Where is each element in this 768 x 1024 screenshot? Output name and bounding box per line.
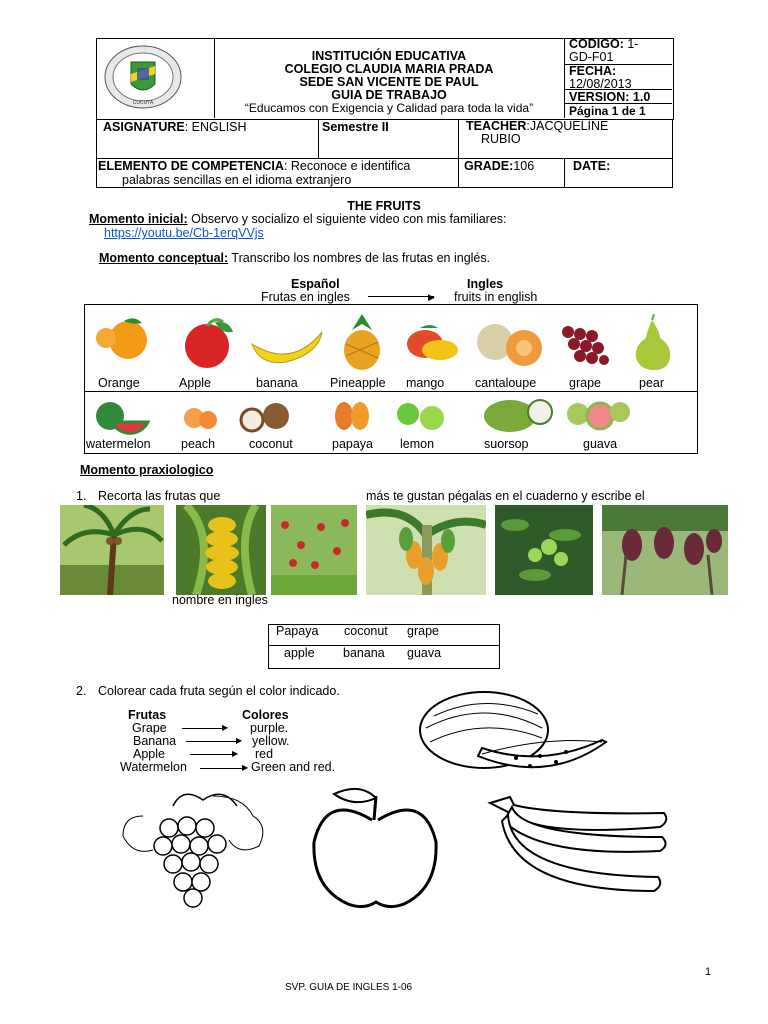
fruit-label-pineapple: Pineapple — [330, 376, 386, 390]
lemon-tree-photo — [495, 505, 593, 595]
coconut-tree-photo — [60, 505, 164, 595]
date-label: DATE: — [573, 159, 611, 173]
apple-drawing — [306, 784, 446, 914]
arrow-line — [368, 296, 434, 297]
task1-text-c: nombre en ingles — [172, 593, 268, 607]
motto: “Educamos con Exigencia y Calidad para toda la vida” — [244, 101, 534, 115]
orange-image — [96, 318, 147, 359]
pear-image — [636, 314, 671, 370]
grade: GRADE:106 — [464, 159, 535, 173]
momento-inicial: Momento inicial: Observo y socializo el siguiente video con mis familiares: — [89, 212, 507, 226]
task2-number: 2. — [76, 684, 87, 698]
apple-image — [185, 320, 233, 368]
momento-conceptual: Momento conceptual: Transcribo los nombres de las frutas en inglés. — [99, 251, 491, 265]
cantaloupe-image — [477, 324, 542, 366]
color-fruit-grape: Grape — [132, 721, 167, 735]
elemento-competencia: ELEMENTO DE COMPETENCIA: Reconoce e identifica palabras sencillas en el idioma extranjero — [98, 159, 411, 187]
svg-text:CUCUTA: CUCUTA — [132, 100, 154, 106]
color-fruit-watermelon: Watermelon — [120, 760, 187, 774]
answer-cell: grape — [407, 624, 439, 638]
watermelon-image — [96, 402, 148, 433]
semestre: Semestre II — [322, 120, 389, 134]
codigo-value-2: GD-F01 — [569, 50, 614, 64]
page-title: THE FRUITS — [347, 199, 421, 213]
video-link[interactable]: https://youtu.be/Cb-1erqVVjs — [104, 226, 264, 240]
codigo-label: CODIGO: — [569, 37, 624, 51]
answer-cell: apple — [284, 646, 315, 660]
fruit-label-pear: pear — [639, 376, 665, 390]
school-logo — [103, 44, 183, 110]
color-table-head-color: Colores — [242, 708, 289, 722]
grape-image — [562, 326, 609, 365]
papaya-image — [335, 402, 369, 430]
answer-cell: guava — [407, 646, 442, 660]
answer-cell: banana — [343, 646, 385, 660]
task2-text: Colorear cada fruta según el color indicado. — [98, 684, 340, 698]
color-fruit-banana: Banana — [133, 734, 177, 748]
guava-image — [567, 402, 630, 429]
banana-image — [252, 332, 322, 363]
soursop-image — [484, 400, 552, 432]
mango-image — [407, 325, 458, 360]
fruit-label-lemon: lemon — [400, 437, 435, 451]
pagina: Página 1 de 1 — [569, 104, 646, 118]
fecha-label: FECHA: — [569, 64, 617, 78]
coconut-image — [241, 403, 289, 431]
lemon-image — [397, 403, 444, 430]
fruit-label-guava: guava — [583, 437, 618, 451]
watermelon-drawing — [416, 688, 612, 786]
fruit-label-peach: peach — [181, 437, 216, 451]
color-watermelon: Green and red. — [251, 760, 336, 774]
es-heading: Español — [291, 277, 340, 291]
school-line-4: GUIA DE TRABAJO — [331, 88, 447, 102]
answer-cell: coconut — [344, 624, 388, 638]
fruit-label-orange: Orange — [98, 376, 140, 390]
en-heading: Ingles — [467, 277, 504, 291]
school-line-3: SEDE SAN VICENTE DE PAUL — [299, 75, 479, 89]
answer-cell: Papaya — [276, 624, 319, 638]
apple-tree-photo — [271, 505, 357, 595]
fruit-label-apple: Apple — [179, 376, 211, 390]
banana-drawing — [482, 795, 672, 905]
fruit-label-papaya: papaya — [332, 437, 374, 451]
arrow-icon: ▶ — [428, 292, 435, 302]
page-number: 1 — [705, 966, 712, 978]
version: VERSION: 1.0 — [569, 90, 651, 104]
school-line-1: INSTITUCIÓN EDUCATIVA — [311, 49, 467, 63]
color-banana: yellow. — [252, 734, 290, 748]
papaya-tree-photo — [366, 505, 486, 595]
task1-text-b: más te gustan pégalas en el cuaderno y escribe el — [366, 489, 645, 503]
pineapple-image — [344, 314, 380, 370]
praxio-heading: Momento praxiologico — [80, 463, 214, 477]
fruit-label-cantaloupe: cantaloupe — [475, 376, 537, 390]
banana-tree-photo — [176, 505, 266, 595]
color-table-head-fruit: Frutas — [128, 708, 167, 722]
asignatura: ASIGNATURE: ENGLISH — [103, 120, 247, 134]
en-sub: fruits in english — [454, 290, 538, 304]
color-apple: red — [255, 747, 274, 761]
fruit-images-row1 — [90, 314, 690, 370]
footer-text: SVP. GUIA DE INGLES 1-06 — [285, 982, 413, 993]
grape-vine-photo — [602, 505, 728, 595]
fruit-label-soursop: suorsop — [484, 437, 529, 451]
fruit-label-grape: grape — [569, 376, 601, 390]
es-sub: Frutas en ingles — [261, 290, 350, 304]
peach-image — [184, 408, 217, 429]
school-line-2: COLEGIO CLAUDIA MARIA PRADA — [284, 62, 494, 76]
grape-drawing — [113, 786, 273, 916]
fruit-label-mango: mango — [406, 376, 445, 390]
task1-text-a: Recorta las frutas que — [98, 489, 221, 503]
fruit-label-banana: banana — [256, 376, 298, 390]
color-fruit-apple: Apple — [133, 747, 165, 761]
color-grape: purple. — [250, 721, 289, 735]
fruit-label-coconut: coconut — [249, 437, 293, 451]
fruit-images-row2 — [90, 396, 690, 436]
fecha-value: 12/08/2013 — [569, 76, 632, 91]
teacher: TEACHER:JACQUELINE RUBIO — [466, 119, 609, 146]
task1-number: 1. — [76, 489, 87, 503]
fruit-label-watermelon: watermelon — [86, 437, 151, 451]
worksheet-page: CUCUTA INSTITUCIÓN EDUCATIVA COLEGIO CLAUDIA MARIA PRADA SEDE SAN VICENTE DE PAUL GUIA DE TRABAJO “Educamos con Exigencia y Calidad para toda la vida” CODIGO: 1- GD-F01 FECHA: 12/08/2013 VERSION: 1.0 Página 1 de 1 ASIGNATURE: ENGLISH Semestre II TEACHER:JACQUELINE RUBIO ELEMENTO DE COMPETENCIA: Reconoce e identifica palabras sencillas en el idioma extranjero GRADE:106 DATE: THE FRUITS Momento inicial: Observo y socializo el siguiente video con mis familiares: https://youtu.be/Cb-1erqVVjs Momento conceptual: Transcribo los nombres de las frutas en inglés. Español Ingles Frutas en ingles ▶ fruits in english Orange Apple banana Pineapple mango cantaloupe grape pear watermelon peach coconut papaya lemon suorsop guava Momento praxiologico 1. Recorta las frutas que más te gustan pégalas en el cuaderno y escribe el nombre en ingles Papaya coconut grape apple banana guava 2. Colorear cada fruta según el color indicado. Frutas Colores Grape ▶ purple. Banana ▶ yellow. Apple ▶ red Watermelon ▶ Green and red. 1 SVP. GUIA DE INGLES 1-06 — [0, 0, 768, 1024]
codigo-value: 1- — [627, 37, 639, 51]
